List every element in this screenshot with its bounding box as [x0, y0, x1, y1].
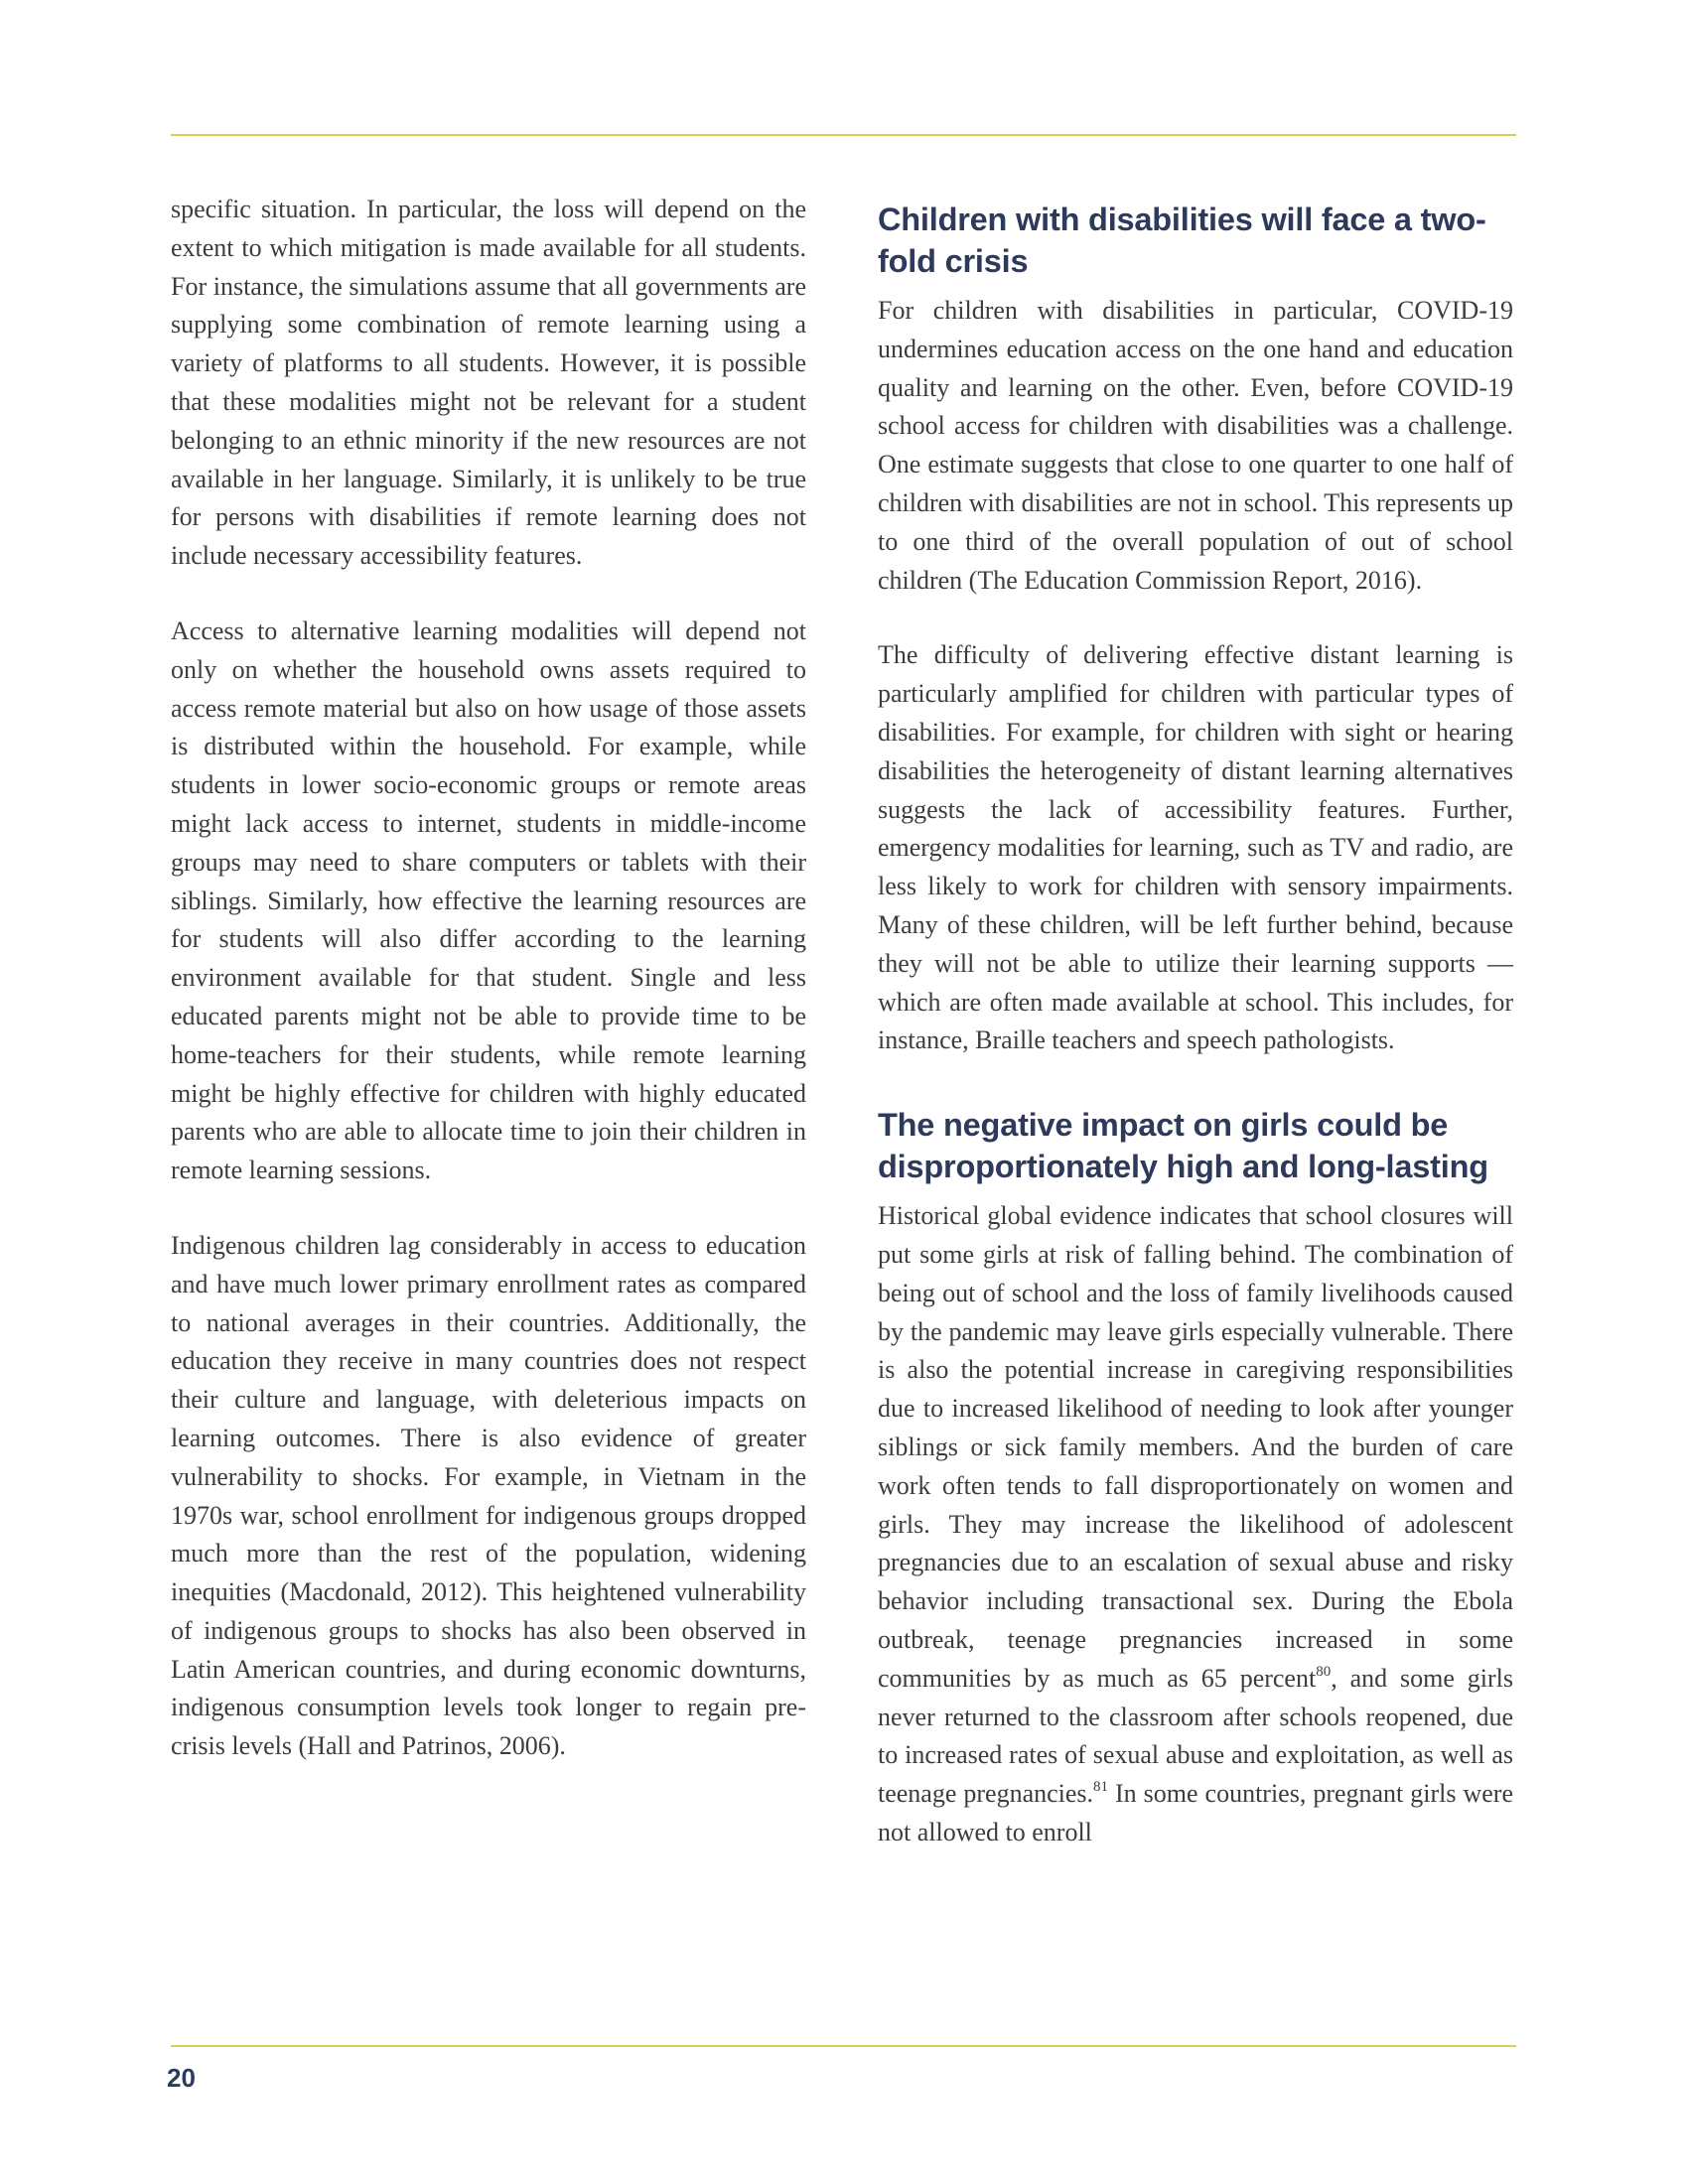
paragraph-text: Historical global evidence indicates that school closures will put some girls at risk of falling behind. The combination of being out of school and the loss of family livelihoods caused by the pandemic may leave girls especially vulnerable. There is also the potential increase in caregiving responsibilities due to increased likelihood of needing to look after younger siblings or sick family members. And the burden of care work often tends to fall disproportionately on women and girls. They may increase the likelihood of adolescent pregnancies due to an escalation of sexual abuse and risky behavior including transactional sex. During the Ebola outbreak, teenage pregnancies increased in some communities by as much as 65 percent	[878, 1201, 1513, 1693]
section-heading-disabilities: Children with disabilities will face a two-fold crisis	[878, 202, 1486, 279]
footnote-marker[interactable]: 80	[1316, 1663, 1332, 1680]
footnote-marker[interactable]: 81	[1093, 1779, 1109, 1796]
paragraph-text: In some countries, pregnant girls were not allowed to enroll	[878, 1779, 1513, 1846]
header-rule	[171, 134, 1516, 136]
page-number: 20	[167, 2063, 196, 2093]
paragraph: specific situation. In particular, the loss will depend on the extent to which mitigation is made available for all students. For instance, the simulations assume that all governments are supplying some combination of remote learning using a variety of platforms to all students. However, it is possible that these modalities might not be relevant for a student belonging to an ethnic minority if the new resources are not available in her language. Similarly, it is unlikely to be true for persons with disabilities if remote learning does not include necessary accessibility features.	[171, 195, 806, 571]
right-column	[878, 199, 1513, 1852]
left-column	[171, 191, 806, 1766]
paragraph-girls	[878, 1197, 1513, 1852]
footer-rule	[171, 2045, 1516, 2047]
section-heading-girls: The negative impact on girls could be disproportionately high and long-lasting	[878, 1107, 1488, 1185]
paragraph: The difficulty of delivering effective distant learning is particularly amplified for children with particular types of disabilities. For example, for children with sight or hearing disabilities the heterogeneity of distant learning alternatives suggests the lack of accessibility features. Further, emergency modalities for learning, such as TV and radio, are less likely to work for children with sensory impairments. Many of these children, will be left further behind, because they will not be able to utilize their learning supports — which are often made available at school. This includes, for instance, Braille teachers and speech pathologists.	[878, 640, 1513, 1055]
paragraph-text: , and some girls never returned to the classroom after schools reopened, due to increased rates of sexual abuse and exploitation, as well as teenage pregnancies.	[878, 1663, 1513, 1809]
paragraph: Access to alternative learning modalities will depend not only on whether the household owns assets required to access remote material but also on how usage of those assets is distributed within the household. For example, while students in lower socio-economic groups or remote areas might lack access to internet, students in middle-income groups may need to share computers or tablets with their siblings. Similarly, how effective the learning resources are for students will also differ according to the learning environment available for that student. Single and less educated parents might not be able to provide time to be home-teachers for their students, while remote learning might be highly effective for children with highly educated parents who are able to allocate time to join their children in remote learning sessions.	[171, 615, 806, 1185]
paragraph: For children with disabilities in particular, COVID-19 undermines education access on the one hand and education quality and learning on the other. Even, before COVID-19 school access for children with disabilities was a challenge. One estimate suggests that close to one quarter to one half of children with disabilities are not in school. This represents up to one third of the overall population of out of school children (The Education Commission Report, 2016).	[878, 296, 1513, 595]
paragraph: Indigenous children lag considerably in access to education and have much lower primary enrollment rates as compared to national averages in their countries. Additionally, the education they receive in many countries does not respect their culture and language, with deleterious impacts on learning outcomes. There is also evidence of greater vulnerability to shocks. For example, in Vietnam in the 1970s war, school enrollment for indigenous groups dropped much more than the rest of the population, widening inequities (Macdonald, 2012). This heightened vulnerability of indigenous groups to shocks has also been observed in Latin American countries, and during economic downturns, indigenous consumption levels took longer to regain pre-crisis levels (Hall and Patrinos, 2006).	[171, 1230, 806, 1761]
